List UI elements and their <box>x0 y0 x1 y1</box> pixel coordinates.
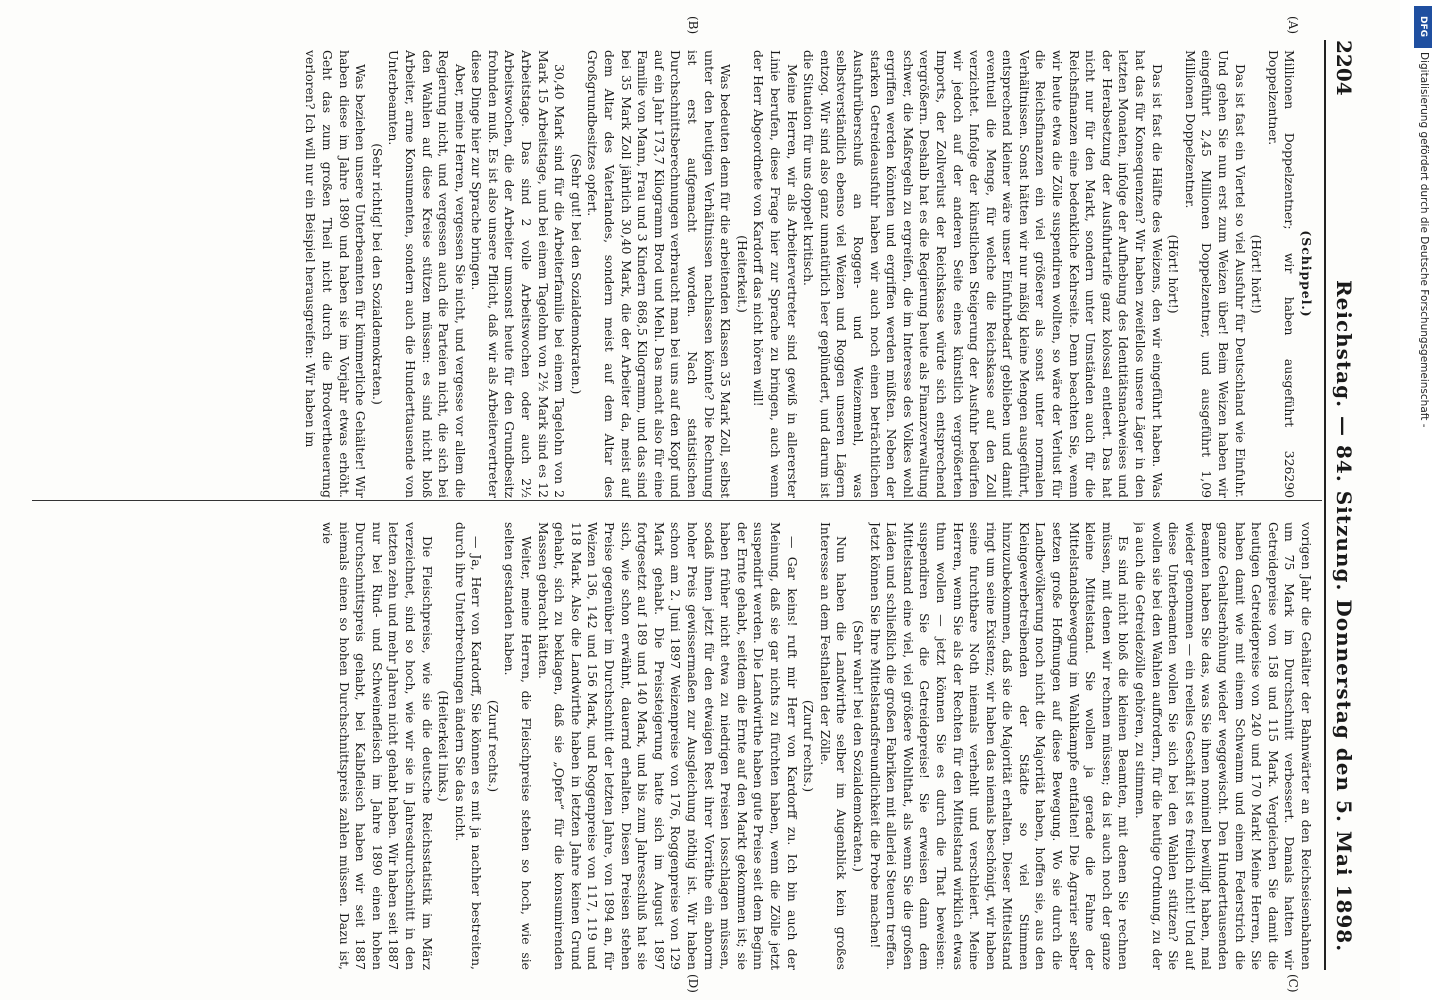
page-header <box>1328 40 1362 970</box>
paragraph: Was bedeuten denn für die arbeitenden Klassen 35 Mark Zoll, selbst unter den heutigen Verhältnissen nachlassen könnte? Die Rechnung ist erst aufgemacht worden. Nach statistischen Durchschnittsberechnungen verbraucht man bei uns auf den Kopf und auf ein Jahr 173,7 Kilogramm Brod und Mehl. Das macht also für eine Familie von Mann, Frau und 3 Kindern 868,5 Kilogramm, und das sind bei 35 Mark Zoll jährlich 30,40 Mark, die der Arbeiter da, meist auf dem Altar des Vaterlandes, sondern meist auf dem Altar des Großgrundbesitzes opfert. <box>585 50 734 498</box>
margin-mark-b: (B) <box>686 16 700 35</box>
reaction: (Hört! hört!) <box>1249 234 1265 314</box>
reaction: (Sehr wahr! bei den Sozialdemokraten.) <box>850 620 866 872</box>
right-column <box>24 522 1314 970</box>
paragraph: Meine Herren, wir als Arbeitervertreter sind gewiß in allererster Linie berufen, diese Frage hier zur Sprache zu bringen, auch wenn der Herr Abgeordnete von Kardorff das nicht hören will! <box>751 50 800 498</box>
paragraph: Die Fleischpreise, wie sie die deutsche Reichsstatistik im März verzeichnet, sind so hoch, wie wir sie in Jahresdurchschnitt in den letzten zehn und mehr Jahren nicht gehabt haben. Wir haben seit 1887 nur bei Rind- und Schweinefleisch im Jahre 1890 einen hohen Durchschnittspreis gehabt, bei Kalbfleisch haben wir seit 1887 niemals einen so hohen Durchschnittspreis zahlen müssen. Dazu ist, wie <box>319 522 435 970</box>
margin-mark-c: (C) <box>1286 974 1300 993</box>
dfg-logo: DFG <box>1414 6 1432 48</box>
reaction: (Zuruf rechts.) <box>801 699 817 793</box>
paragraph: Das ist fast ein Viertel so viel Ausfuhr für Deutschland wie Einfuhr. Und gehen Sie nun erst zum Weizen über! Beim Weizen haben wir eingeführt 2,45 Millionen Doppelzentner, und ausgeführt 1,09 Millionen Doppelzentner. <box>1182 50 1248 498</box>
paragraph: Millionen Doppelzentner; wir haben ausgeführt 326290 Doppelzentner. <box>1265 50 1298 498</box>
left-column <box>24 50 1314 498</box>
paragraph: — Gar keins! ruft mir Herr von Kardorff zu. Ich bin auch der Meinung, daß sie gar nichts zu fürchten haben, wenn die Zölle jetzt suspendirt werden. Die Landwirthe haben gute Preise seit dem Beginn der Ernte gehabt, seitdem die Ernte auf den Markt gekommen ist; sie haben früher nicht etwa zu niedrigen Preisen losschlagen müssen, sodaß ihnen jetzt für den etwaigen Rest ihrer Vorräthe ein abnorm hoher Preis gewissermaßen zur Ausgleichung nöthig ist. Wir haben schon am 2. Juni 1897 Weizenpreise von 176, Roggenpreise von 129 Mark gehabt. Die Preissteigerung hatte sich im August 1897 fortgesetzt auf 189 und 140 Mark, und bis zum Jahresschluß hat sie sich, wie schon erwähnt, dauernd erhalten. Diesen Preisen stehen Preise gegenüber im Durchschnitt der letzten Jahre, von 1894 an, für Weizen 136, 142 und 156 Mark, und Roggenpreise von 117, 119 und 118 Mark. Also die Landwirthe haben in letzten Jahre keinen Grund gehabt, sich zu beklagen, daß sie „Opfer“ für die konsumirenden Massen gebracht hätten. <box>535 522 800 970</box>
funding-sidebar <box>1410 0 1434 1000</box>
page-number: 2204 <box>1332 40 1356 96</box>
column-divider <box>32 500 1322 501</box>
paragraph: Weiter, meine Herren, die Fleischpreise stehen so hoch, wie sie selten gestanden haben. <box>502 522 535 970</box>
paragraph: — Ja, Herr von Kardorff, Sie können es mit ja nachher bestreiten, durch ihre Unterbrechungen ändern Sie das nicht. <box>452 522 485 970</box>
margin-mark-d: (D) <box>686 974 700 993</box>
paragraph: vorigen Jahr die Gehälter der Bahnwärter an den Reichseisenbahnen um 75 Mark im Durchschnitt verbessert. Damals hatten wir Getreidepreise von 158 und 115 Mark. Vergleichen Sie damit die heutigen Getreidepreise von 240 und 170 Mark! Meine Herren, Sie haben damit wie mit einem Schwamm und einem Federstrich die ganze Gehaltserhöhung wieder weggewischt. Den Hunderttausenden Beamten haben Sie das, was Sie ihnen nominell bewilligt haben, mal wieder genommen — ein reelles Geschäft ist es freilich nicht! Und auf diese Unterbeamten wollen Sie sich bei den Wahlen stützen? Sie wollen sie bei den Wahlen auffordern, für die heutige Ordnung, zu der ja auch die Getreidezölle gehören, zu stimmen. <box>1133 522 1314 970</box>
reaction: (Zuruf rechts.) <box>485 699 501 793</box>
reaction: (Heiterkeit links.) <box>436 690 452 802</box>
speaker-label: (Schippel.) <box>1299 230 1314 318</box>
paragraph: Es sind nicht bloß die kleinen Beamten, mit denen Sie rechnen müssen, mit denen wir rechnen müssen; da ist auch noch der ganze kleine Mittelstand. Sie wollen ja gerade die Fahne der Mittelstandsbewegung im Wahlkampfe entfalten! Die Agrarier selber setzen große Hoffnungen auf diese Bewegung. Wo sie durch die Landbevölkerung noch nicht die Majorität haben, hoffen sie, aus den Kleingewerbetreibenden der Städte so viel Stimmen hinzuzubekommen, daß sie die Majorität erhalten. Dieser Mittelstand ringt um seine Existenz; wir haben das niemals beschönigt, wir haben seine furchtbare Noth niemals verhehlt und verschleiert. Meine Herren, wenn Sie als der Rechten für den Mittelstand wirklich etwas thun wollen — jetzt können Sie es durch die That beweisen: suspendiren Sie die Getreidepreise! Sie erweisen dann dem Mittelstand eine viel, viel größere Wohlthat, als wenn Sie die großen Läden und schließlich die großen Fabriken mit allerlei Steuern treffen. Jetzt können Sie Ihre Mittelstandsfreundlichkeit die Probe machen! <box>867 522 1132 970</box>
margin-mark-a: (A) <box>1286 16 1300 35</box>
reaction: (Sehr richtig! bei den Sozialdemokraten.) <box>369 143 385 405</box>
page-title: Reichstag. — 84. Sitzung. Donnerstag den 5. Mai 1898. <box>1332 280 1356 953</box>
paragraph: 30,40 Mark sind für die Arbeiterfamilie bei einem Tagelohn von 2 Mark 15 Arbeitstage, und bei einem Tagelohn von 2½ Mark sind es 12 Arbeitstage. Das sind 2 volle Arbeitswochen oder auch 2½ Arbeitswochen, die der Arbeiter umsonst heute für den Grundbesitz frohnden muß. Es ist also unsere Pflicht, daß wir als Arbeitervertreter diese Dinge hier zur Sprache bringen. <box>469 50 568 498</box>
paragraph: Das ist fast die Hälfte des Weizens, den wir eingeführt haben. Was hat das für Konsequenzen? Wir haben zweifellos unsere Läger in den letzten Monaten, infolge der Aufhebung des Identitätsnachweises und der Herabsetzung der Ausfuhrtarife ganz kolossal entleert. Das hat nicht nur für den Markt, sondern unter Umständen auch für die Reichsfinanzen eine bedenkliche Kehrseite. Denn beachten Sie, wenn wir heute etwa die Zölle suspendiren wollten, so wäre der Verlust für die Reichsfinanzen ein viel größerer als sonst unter normalen Verhältnissen. Sonst hätten wir nur mäßig kleine Mengen ausgeführt, entsprechend kleiner wäre unser Einfuhrbedarf geblieben und damit eventuell die Menge, für welche die Reichskasse auf den Zoll verzichtet. Infolge der künstlichen Steigerung der Ausfuhr bedürfen wir jedoch auf der anderen Seite eines künstlich vergrößerten Imports, der Zollverlust der Reichskasse würde sich entsprechend vergrößern. Deshalb hat es die Regierung heute als Finanzverwaltung schwer, die Maßregeln zu ergreifen, die im Interesse des Volkes wohl ergriffen werden könnten und ergriffen werden müßten. Neben der starken Getreideausfuhr haben wir auch noch einen beträchtlichen Ausfuhrüberschuß an Roggen- und Weizenmehl, was selbstverständlich ebenso viel Weizen und Roggen unseren Lägern entzog. Wir sind also ganz unnatürlich leer geplündert, und darum ist die Situation für uns doppelt kritisch. <box>801 50 1165 498</box>
paragraph: Aber, meine Herren, vergessen Sie nicht, und vergesse vor allem die Regierung nicht, und vergessen auch die Parteien nicht, die sich bei den Wahlen auf diese Kreise stützen müssen: es sind nicht bloß Arbeiter, arme Konsumenten, sondern auch die Hunderttausende von Unterbeamten. <box>386 50 468 498</box>
paragraph: Was beziehen unsere Unterbeamten für kümmerliche Gehälter! Wir haben diese im Jahre 1890 und haben sie im Vorjahr etwas erhöht. Geht das zum großen Theil nicht durch die Brodvertheuerung verloren? Ich will nur ein Beispiel herausgreifen: Wir haben im <box>303 50 369 498</box>
reaction: (Hört! hört!) <box>1166 234 1182 314</box>
paragraph: Nun haben die Landwirthe selber im Augenblick kein großes Interesse an dem Festhalten der Zölle. <box>817 522 850 970</box>
header-rule <box>1324 40 1326 970</box>
funding-notice: Digitalisierung gefördert durch die Deutsche Forschungsgemeinschaft - <box>1418 52 1430 428</box>
reaction: (Sehr gut! bei den Sozialdemokraten.) <box>568 153 584 395</box>
reaction: (Heiterkeit.) <box>734 235 750 313</box>
